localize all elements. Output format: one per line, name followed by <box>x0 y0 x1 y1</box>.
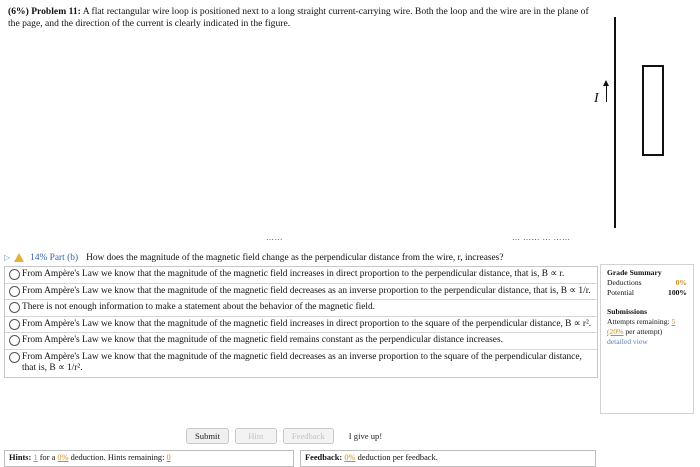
straight-wire <box>614 17 616 228</box>
radio-button[interactable] <box>9 335 20 346</box>
attempts-value: 5 <box>671 317 676 326</box>
part-question: How does the magnitude of the magnetic field change as the perpendicular distance from the wire, r, increases? <box>86 252 504 263</box>
radio-button[interactable] <box>9 319 20 330</box>
potential-label: Potential <box>607 288 634 297</box>
hints-for-a: for a <box>39 453 56 462</box>
radio-button[interactable] <box>9 269 20 280</box>
hints-remaining: 0 <box>166 453 171 462</box>
part-title: 14% Part (b) <box>30 252 79 263</box>
grade-summary-title: Grade Summary <box>607 268 662 277</box>
part-header <box>4 250 604 265</box>
hint-button[interactable]: Hint <box>235 428 277 444</box>
expand-triangle-icon[interactable]: ▷ <box>4 253 11 262</box>
feedback-pct: 0% <box>344 453 356 462</box>
potential-row <box>607 288 687 298</box>
deductions-value: 0% <box>675 278 687 287</box>
radio-button[interactable] <box>9 286 20 297</box>
answer-choices <box>4 266 598 378</box>
hints-label: Hints: <box>9 453 32 462</box>
attempts-label: Attempts remaining: <box>607 317 670 326</box>
problem-weight: (6%) <box>8 6 29 17</box>
radio-button[interactable] <box>9 302 20 313</box>
attempts-row <box>607 317 687 327</box>
action-buttons <box>186 428 391 444</box>
hints-bar <box>4 450 294 467</box>
answer-text: From Ampère's Law we know that the magnitude of the magnetic field decreases as an inverse proportion to the square of the perpendicular distance, that is, B ∝ 1/r². <box>22 351 582 373</box>
answer-option[interactable] <box>5 284 597 301</box>
hints-deduction-text: deduction. Hints remaining: <box>70 453 165 462</box>
feedback-button[interactable]: Feedback <box>283 428 334 444</box>
deductions-label: Deductions <box>607 278 642 287</box>
answer-text: From Ampère's Law we know that the magnitude of the magnetic field increases in direct proportion to the perpendicular distance, that is, B ∝ r. <box>22 269 565 279</box>
feedback-bar <box>300 450 596 467</box>
cut-off-text-left: …… <box>266 233 283 242</box>
potential-value: 100% <box>668 288 687 297</box>
answer-option[interactable] <box>5 317 597 334</box>
problem-figure <box>594 15 700 235</box>
answer-option[interactable] <box>5 267 597 284</box>
rectangular-loop <box>642 65 664 156</box>
problem-statement <box>8 6 598 30</box>
hints-pct: 0% <box>57 453 69 462</box>
answer-text: From Ampère's Law we know that the magnitude of the magnetic field remains constant as the perpendicular distance increases. <box>22 335 503 345</box>
answer-text: From Ampère's Law we know that the magnitude of the magnetic field increases in direct proportion to the square of the perpendicular distance, B ∝ r². <box>22 318 592 329</box>
cut-off-text-right: … …… … …… <box>512 233 571 242</box>
problem-text: A flat rectangular wire loop is positioned next to a long straight current-carrying wire. Both the loop and the wire are in the plane of the page, and the direction of the current is clearly indicated in the figure. <box>8 6 589 29</box>
warning-icon <box>14 253 24 262</box>
problem-label: Problem 11: <box>31 6 81 17</box>
answer-text: From Ampère's Law we know that the magnitude of the magnetic field decreases as an inverse proportion to the perpendicular distance, that is, B ∝ 1/r. <box>22 285 591 296</box>
current-label: I <box>594 91 599 106</box>
answer-option[interactable] <box>5 350 597 377</box>
per-attempt-text: per attempt) <box>625 327 663 336</box>
feedback-text: deduction per feedback. <box>357 453 438 462</box>
answer-option[interactable] <box>5 333 597 350</box>
current-direction-arrow-icon <box>606 82 607 102</box>
per-attempt-pct: (20% <box>607 327 624 336</box>
per-attempt-row <box>607 327 687 337</box>
hints-count: 1 <box>33 453 38 462</box>
answer-text: There is not enough information to make a statement about the behavior of the magnetic field. <box>22 302 376 312</box>
feedback-label: Feedback: <box>305 453 343 462</box>
deductions-row <box>607 278 687 288</box>
radio-button[interactable] <box>9 352 20 363</box>
submit-button[interactable]: Submit <box>186 428 229 444</box>
grade-summary-panel <box>600 264 694 414</box>
submissions-title: Submissions <box>607 307 648 316</box>
answer-option[interactable] <box>5 300 597 317</box>
detailed-view-link[interactable]: detailed view <box>607 337 648 346</box>
give-up-button[interactable]: I give up! <box>340 428 391 444</box>
